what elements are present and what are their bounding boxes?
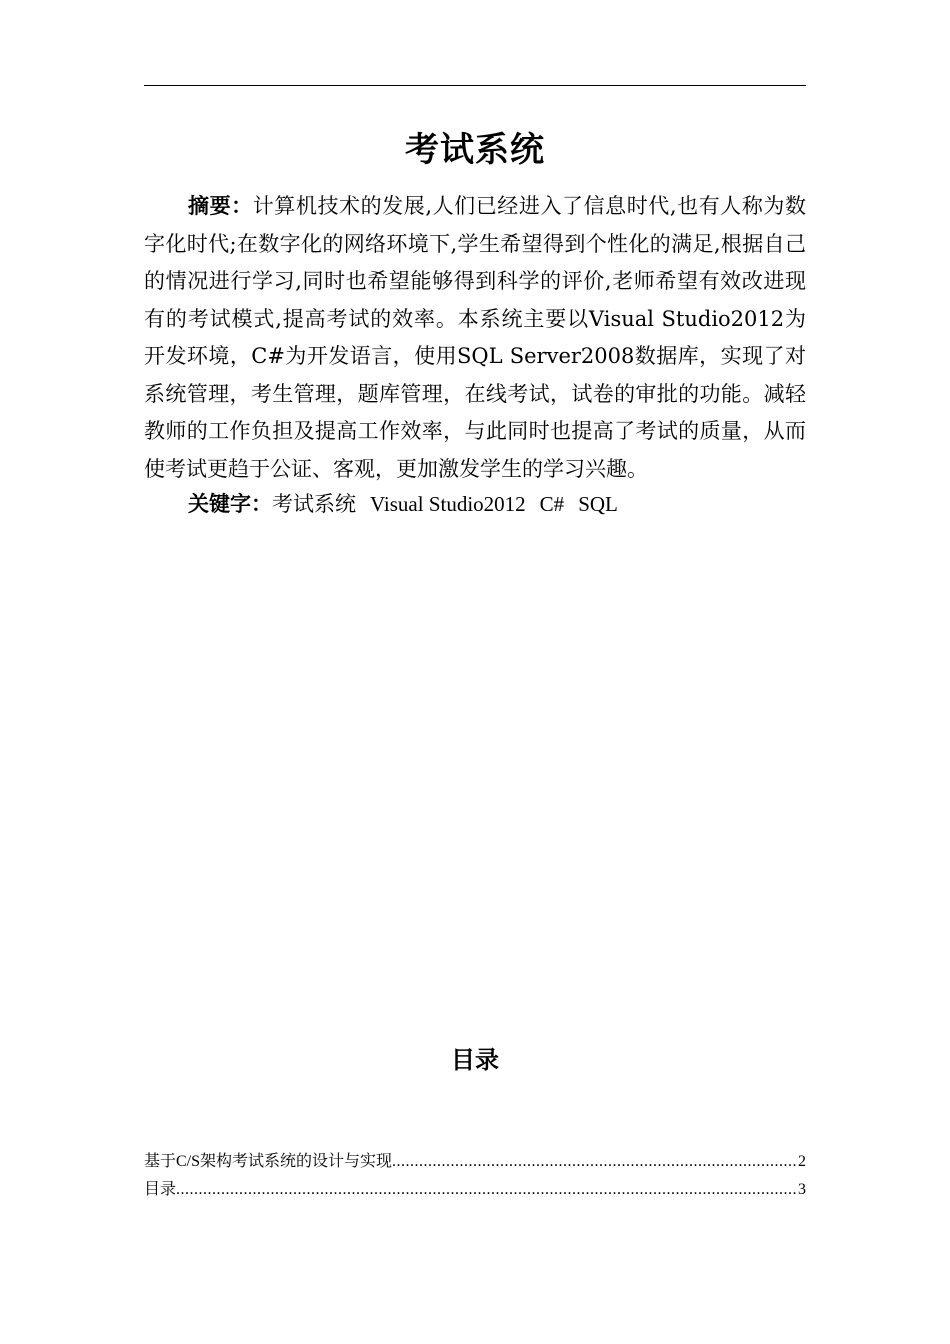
toc-entry-text: 目录 [144,1181,177,1198]
keyword-item: 考试系统 [272,492,356,516]
abstract-label: 摘要： [188,194,253,218]
table-of-contents [144,1148,806,1204]
toc-title: 目录 [451,1046,499,1074]
toc-entry-contents[interactable] [144,1176,806,1204]
toc-leader-dots [176,1176,798,1204]
abstract-paragraph [144,188,806,488]
keywords-line [144,488,806,520]
header-rule [144,85,806,86]
toc-page-number: 3 [798,1181,806,1198]
toc-leader-dots [392,1148,798,1176]
document-title: 考试系统 [405,130,545,170]
keyword-item: Visual Studio2012 [370,492,526,516]
keyword-item: SQL [578,492,618,516]
keywords-label: 关键字： [188,492,272,516]
abstract-text: 计算机技术的发展,人们已经进入了信息时代,也有人称为数字化时代;在数字化的网络环境下,学生希望得到个性化的满足,根据自己的情况进行学习,同时也希望能够得到科学的评价,老师希望有效改进现有的考试模式,提高考试的效率。本系统主要以Visual Studio2012为开发环境，C#为开发语言，使用SQL Server2008数据库，实现了对系统管理，考生管理，题库管理，在线考试，试卷的审批的功能。减轻教师的工作负担及提高工作效率，与此同时也提高了考试的质量，从而使考试更趋于公证、客观，更加激发学生的学习兴趣。 [144,194,807,481]
toc-page-number: 2 [798,1153,806,1170]
toc-entry-design[interactable] [144,1148,806,1176]
toc-entry-text: 基于C/S架构考试系统的设计与实现 [144,1153,393,1170]
keyword-item: C# [539,492,565,516]
